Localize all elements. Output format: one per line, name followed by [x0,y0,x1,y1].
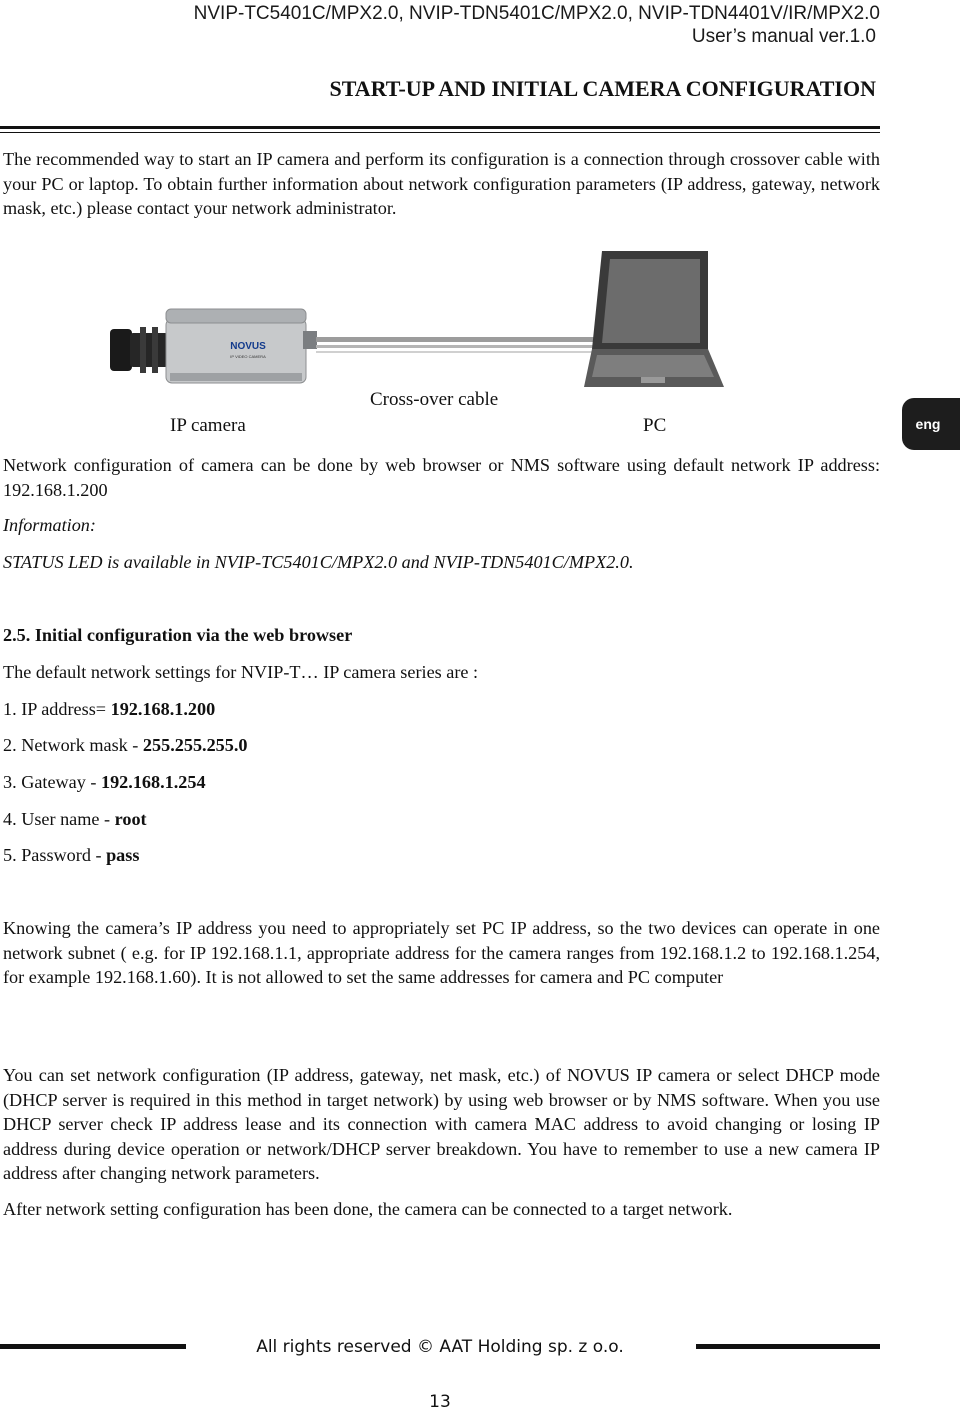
subnet-paragraph: Knowing the camera’s IP address you need to appropriately set PC IP address, so the two devices can operate in one network subnet ( e.g. for IP 192.168.1.1, appropriate address for the camera ranges from 192.168.1.2 to 192.168.1.254, for example 192.168.1.60). It is not allowed to set the same addresses for camera and PC computer [3,918,880,987]
intro-paragraph: The recommended way to start an IP camera and perform its configuration is a connection through crossover cable with your PC or laptop. To obtain further information about network configuration parameters (IP address, gateway, network mask, etc.) please contact your network administrator. [3,149,880,218]
default-settings-intro: The default network settings for NVIP-T… IP camera series are : [3,662,479,682]
dhcp-paragraph: You can set network configuration (IP address, gateway, net mask, etc.) of NOVUS IP camera or select DHCP mode (DHCP server is required in this method in target network) by using web browser or by NMS software. When you use DHCP server check IP address lease and its connection with camera MAC address to avoid changing or losing IP address during device operation or network/DHCP server breakdown. You have to remember to use a new camera IP address after changing network parameters. [3,1065,880,1183]
page-number: 13 [429,1392,451,1412]
setting-value: 192.168.1.200 [110,699,216,719]
setting-value: root [114,809,147,829]
setting-gateway [3,772,206,793]
setting-label: 3. Gateway - [3,772,101,792]
setting-label: 4. User name - [3,809,115,829]
language-tab[interactable]: eng [902,398,960,450]
section-2-5-heading: 2.5. Initial configuration via the web browser [3,625,353,645]
camera-subbrand-text: IP VIDEO CAMERA [230,354,266,359]
information-label: Information: [3,515,96,535]
information-text: STATUS LED is available in NVIP-TC5401C/MPX2.0 and NVIP-TDN5401C/MPX2.0. [3,552,634,572]
network-config-paragraph: Network configuration of camera can be done by web browser or NMS software using default network IP address: 192.168.1.200 [3,455,880,500]
setting-label: 5. Password - [3,845,107,865]
setting-value: pass [106,845,140,865]
setting-value: 255.255.255.0 [142,735,248,755]
section-title: START-UP AND INITIAL CAMERA CONFIGURATION [329,76,876,101]
setting-user-name [3,809,147,830]
title-rule-thick [0,126,880,129]
crossover-cable-image [316,337,596,353]
footer-copyright: All rights reserved © AAT Holding sp. z o.o. [256,1337,624,1357]
setting-value: 192.168.1.254 [100,772,206,792]
pc-laptop-image [584,251,724,387]
title-rule-thin [0,132,880,133]
final-paragraph: After network setting configuration has been done, the camera can be connected to a target network. [3,1199,733,1219]
header-manual-version: User’s manual ver.1.0 [691,26,876,47]
camera-brand-text: NOVUS [230,341,266,352]
setting-label: 2. Network mask - [3,735,143,755]
connection-diagram [100,245,740,395]
header-model-line: NVIP-TC5401C/MPX2.0, NVIP-TDN5401C/MPX2.0, NVIP-TDN4401V/IR/MPX2.0 [193,3,880,24]
cable-label: Cross-over cable [370,389,499,410]
setting-ip-address [3,699,215,720]
setting-network-mask [3,735,248,756]
camera-label: IP camera [170,415,246,436]
pc-label: PC [643,415,667,436]
ip-camera-image [110,309,317,383]
setting-password [3,845,139,866]
setting-label: 1. IP address= [3,699,111,719]
